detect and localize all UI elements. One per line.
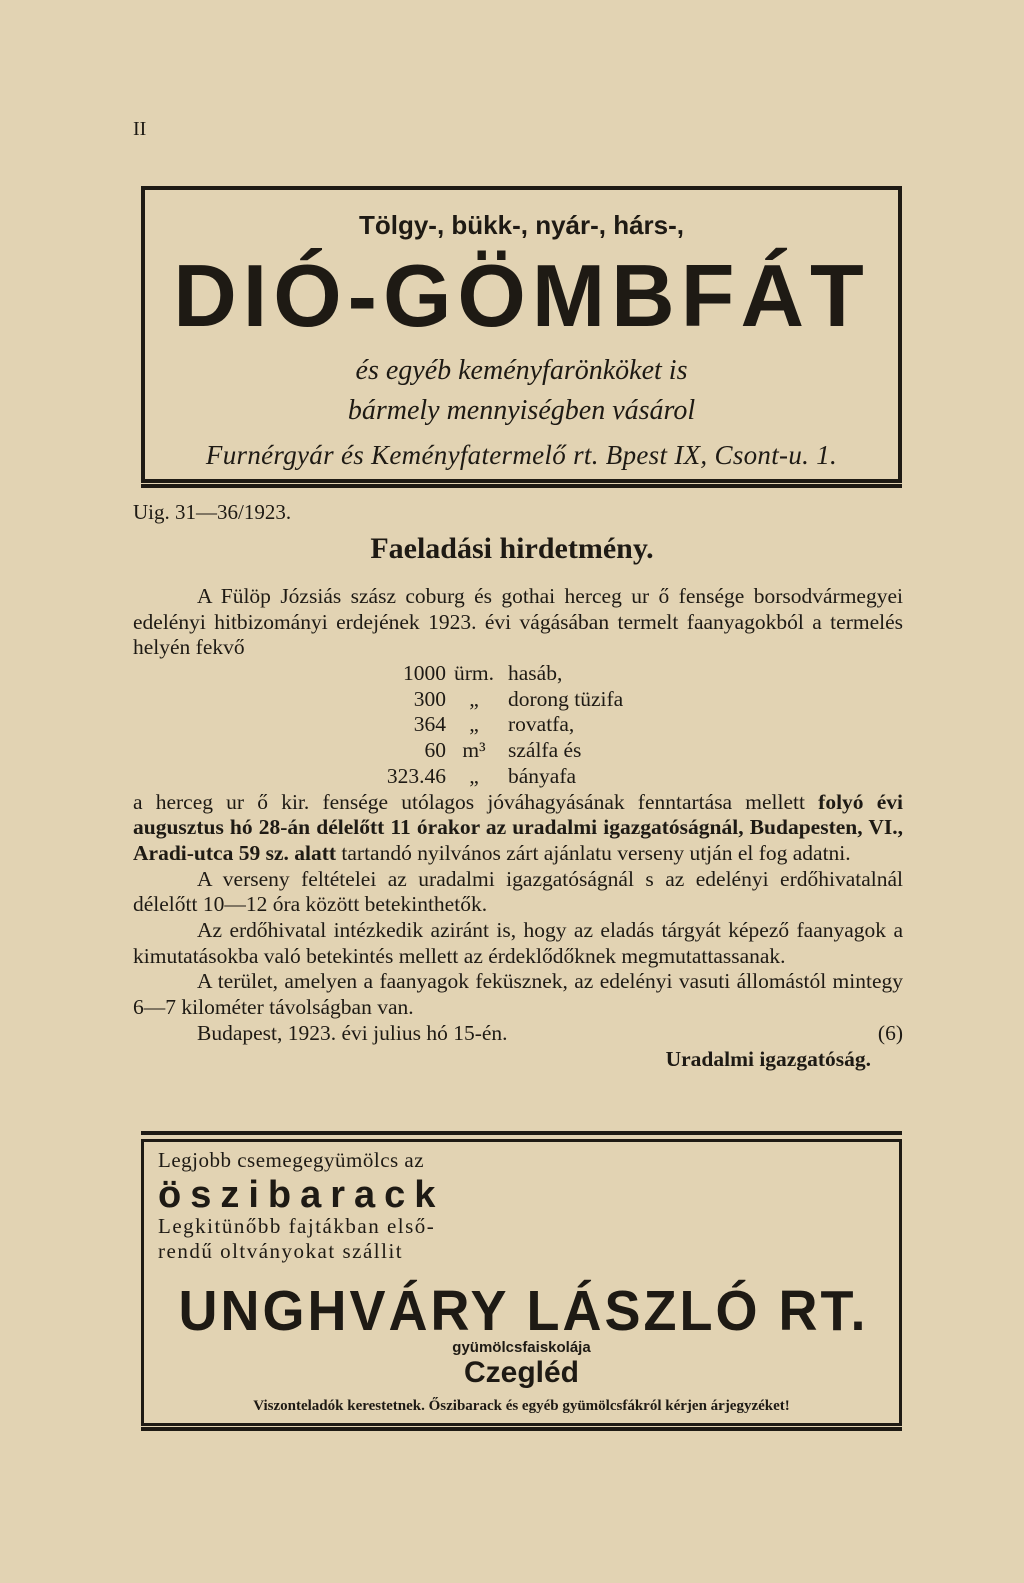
- timber-list: [133, 661, 903, 789]
- ad-city: Czegléd: [463, 1356, 580, 1389]
- item-quantity: 1000: [403, 661, 446, 686]
- item-unit: „: [469, 686, 479, 711]
- date-row: [133, 1021, 903, 1047]
- ad-line: rendű oltványokat szállit: [158, 1239, 404, 1263]
- item-quantity: 300: [413, 686, 446, 711]
- ad-headline: DIÓ-GÖMBFÁT: [173, 246, 870, 345]
- item-name: dorong tüzifa: [508, 686, 624, 711]
- ad-firm-address: Furnérgyár és Keményfatermelő rt. Bpest IX, Csont-u. 1.: [205, 440, 838, 470]
- ad-footer: Viszonteladók kerestetnek. Őszibarack és egyéb gyümölcsfákról kérjen árjegyzéket!: [253, 1398, 790, 1414]
- intro-paragraph: A Fülöp Józsiás szász coburg és gothai herceg ur ő fensége borsodvármegyei edelényi hitbizományi erdejének 1923. évi vágásában termelt faanyagokból a termelés helyén fekvő: [133, 584, 903, 660]
- list-item: [133, 738, 903, 764]
- peach-advertisement: [141, 1139, 902, 1426]
- ad-border-rule: [141, 1427, 902, 1431]
- reference-number: Uig. 31—36/1923.: [133, 500, 292, 524]
- list-item: [133, 764, 903, 790]
- list-item: [133, 687, 903, 713]
- auction-date-location: folyó évi augusztus hó 28-án délelőtt 11 órakor az uradalmi igazgatóságnál, Budapesten, VI., Aradi-utca 59 sz. alatt: [133, 789, 903, 865]
- ad-tagline: Tölgy-, bükk-, nyár-, hárs-,: [358, 210, 685, 240]
- item-name: hasáb,: [508, 661, 563, 686]
- list-item: [133, 661, 903, 687]
- terms-text: a herceg ur ő kir. fensége utólagos jóváhagyásának fenntartása mellett: [133, 789, 819, 814]
- item-name: rovatfa,: [508, 712, 575, 737]
- item-quantity: 364: [413, 712, 446, 737]
- ad-subtitle: gyümölcsfaiskolája: [452, 1339, 591, 1356]
- item-name: szálfa és: [508, 738, 582, 763]
- item-quantity: 323.46: [386, 763, 446, 788]
- item-unit: „: [469, 712, 479, 737]
- notice-number: (6): [877, 1020, 903, 1045]
- conditions-paragraph: A verseny feltételei az uradalmi igazgatóságnál s az edelényi erdőhivatalnál délelőtt 10—12 óra között betekinthetők.: [133, 866, 903, 917]
- ad-body-line: és egyéb keményfarönköket is: [355, 355, 688, 386]
- ad-border-rule: [141, 484, 902, 488]
- ad-line: Legkitünőbb fajtákban első-: [158, 1214, 436, 1238]
- list-item: [133, 712, 903, 738]
- signature: Uradalmi igazgatóság.: [665, 1046, 871, 1071]
- announcement-body: [133, 584, 903, 1072]
- ad-product: öszibarack: [158, 1174, 445, 1216]
- ad-border-rule: [141, 1131, 902, 1135]
- item-unit: ürm.: [453, 661, 494, 686]
- veneer-advertisement: [141, 186, 902, 483]
- ad-body-line: bármely mennyiségben vásárol: [347, 395, 696, 426]
- location-paragraph: A terület, amelyen a faanyagok feküsznek, az edelényi vasuti állomástól mintegy 6—7 kilométer távolságban van.: [133, 969, 903, 1020]
- ad-brand: UNGHVÁRY LÁSZLÓ RT.: [178, 1279, 869, 1343]
- ad-line: Legjobb csemegegyümölcs az: [158, 1148, 425, 1172]
- terms-paragraph: [133, 790, 903, 867]
- page-number: II: [133, 118, 147, 140]
- item-unit: „: [469, 763, 479, 788]
- date-line: Budapest, 1923. évi julius hó 15-én.: [197, 1020, 508, 1045]
- announcement-title: Faeladási hirdetmény.: [370, 532, 654, 565]
- terms-text: tartandó nyilvános zárt ajánlatu verseny utján el fog adatni.: [336, 840, 851, 865]
- item-unit: m³: [462, 738, 486, 763]
- item-name: bányafa: [508, 763, 577, 788]
- inspection-paragraph: Az erdőhivatal intézkedik aziránt is, hogy az eladás tárgyát képező faanyagok a kimutatásokba való betekintés mellett az érdeklődőknek megmutattassanak.: [133, 918, 903, 968]
- item-quantity: 60: [424, 738, 446, 763]
